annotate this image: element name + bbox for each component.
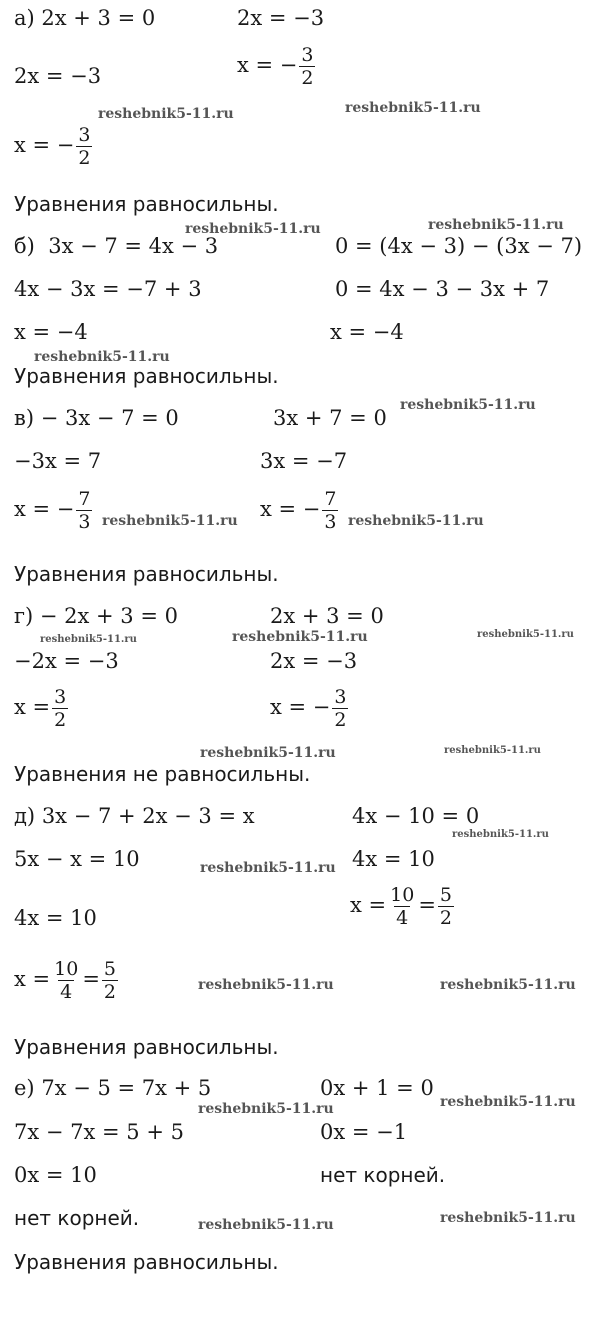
fraction: $\frac{3}{2}$ [301,44,314,89]
watermark: reshebnik5-11.ru [200,860,336,876]
f-result: Уравнения равносильны. [14,1250,279,1274]
d-eq3-right: x = − $\frac{3}{2}$ [270,686,347,731]
fraction: $\frac{3}{2}$ [78,124,91,169]
e-eq1-right: 4x − 10 = 0 [352,804,480,828]
e-eq3-right: x = $\frac{10}{4}$ = $\frac{5}{2}$ [350,884,453,929]
c-eq2-left: −3x = 7 [14,449,102,473]
d-eq3-left: x = $\frac{3}{2}$ [14,686,67,731]
a-eq2-left: 2x = −3 [14,64,102,88]
fraction: $\frac{10}{4}$ [390,884,415,929]
d-result: Уравнения не равносильны. [14,762,311,786]
c-eq3-left: x = − $\frac{7}{3}$ [14,488,91,533]
b-eq1-left: б) 3x − 7 = 4x − 3 [14,234,219,258]
watermark: reshebnik5-11.ru [98,106,234,122]
c-eq1-left: в) − 3x − 7 = 0 [14,406,179,430]
f-eq2-right: 0x = −1 [320,1120,408,1144]
watermark: reshebnik5-11.ru [34,349,170,365]
f-eq1-right: 0x + 1 = 0 [320,1076,434,1100]
d-eq2-right: 2x = −3 [270,649,358,673]
e-eq4-left: x = $\frac{10}{4}$ = $\frac{5}{2}$ [14,958,117,1003]
fraction: $\frac{7}{3}$ [324,488,337,533]
c-eq2-right: 3x = −7 [260,449,348,473]
c-result: Уравнения равносильны. [14,562,279,586]
watermark: reshebnik5-11.ru [198,977,334,993]
e-eq1-left: д) 3x − 7 + 2x − 3 = x [14,804,255,828]
a-eq1-right: 2x = −3 [237,6,325,30]
a-eq2-right: x = − $\frac{3}{2}$ [237,44,314,89]
watermark: reshebnik5-11.ru [232,629,368,645]
fraction: $\frac{7}{3}$ [78,488,91,533]
fraction: $\frac{5}{2}$ [439,884,453,929]
e-eq3-left: 4x = 10 [14,906,97,930]
e-result: Уравнения равносильны. [14,1035,279,1059]
d-eq2-left: −2x = −3 [14,649,119,673]
watermark: reshebnik5-11.ru [452,829,549,840]
watermark: reshebnik5-11.ru [345,100,481,116]
fraction: $\frac{3}{2}$ [54,686,67,731]
f-eq3-right: нет корней. [320,1163,446,1187]
b-eq2-right: 0 = 4x − 3 − 3x + 7 [335,277,550,301]
b-eq1-right: 0 = (4x − 3) − (3x − 7) [335,234,583,258]
fraction: $\frac{5}{2}$ [103,958,117,1003]
watermark: reshebnik5-11.ru [198,1217,334,1233]
b-result: Уравнения равносильны. [14,364,279,388]
d-eq1-left: г) − 2x + 3 = 0 [14,604,178,628]
f-eq2-left: 7x − 7x = 5 + 5 [14,1120,184,1144]
fraction: $\frac{10}{4}$ [54,958,79,1003]
watermark: reshebnik5-11.ru [400,397,536,413]
watermark: reshebnik5-11.ru [200,745,336,761]
a-eq1-left: а) 2x + 3 = 0 [14,6,156,30]
f-eq3-left: 0x = 10 [14,1163,97,1187]
watermark: reshebnik5-11.ru [348,513,484,529]
watermark: reshebnik5-11.ru [440,977,576,993]
b-eq3-left: x = −4 [14,320,88,344]
b-eq3-right: x = −4 [330,320,404,344]
f-eq1-left: е) 7x − 5 = 7x + 5 [14,1076,212,1100]
a-eq3-left: x = − $\frac{3}{2}$ [14,124,91,169]
watermark: reshebnik5-11.ru [185,221,321,237]
d-eq1-right: 2x + 3 = 0 [270,604,384,628]
f-eq4-left: нет корней. [14,1206,140,1230]
c-eq3-right: x = − $\frac{7}{3}$ [260,488,337,533]
c-eq1-right: 3x + 7 = 0 [273,406,387,430]
a-result: Уравнения равносильны. [14,192,279,216]
watermark: reshebnik5-11.ru [198,1101,334,1117]
watermark: reshebnik5-11.ru [428,217,564,233]
watermark: reshebnik5-11.ru [444,745,541,756]
watermark: reshebnik5-11.ru [477,629,574,640]
b-eq2-left: 4x − 3x = −7 + 3 [14,277,202,301]
watermark: reshebnik5-11.ru [102,513,238,529]
e-eq2-right: 4x = 10 [352,847,435,871]
watermark: reshebnik5-11.ru [440,1094,576,1110]
e-eq2-left: 5x − x = 10 [14,847,140,871]
watermark: reshebnik5-11.ru [440,1210,576,1226]
watermark: reshebnik5-11.ru [40,634,137,645]
fraction: $\frac{3}{2}$ [334,686,347,731]
